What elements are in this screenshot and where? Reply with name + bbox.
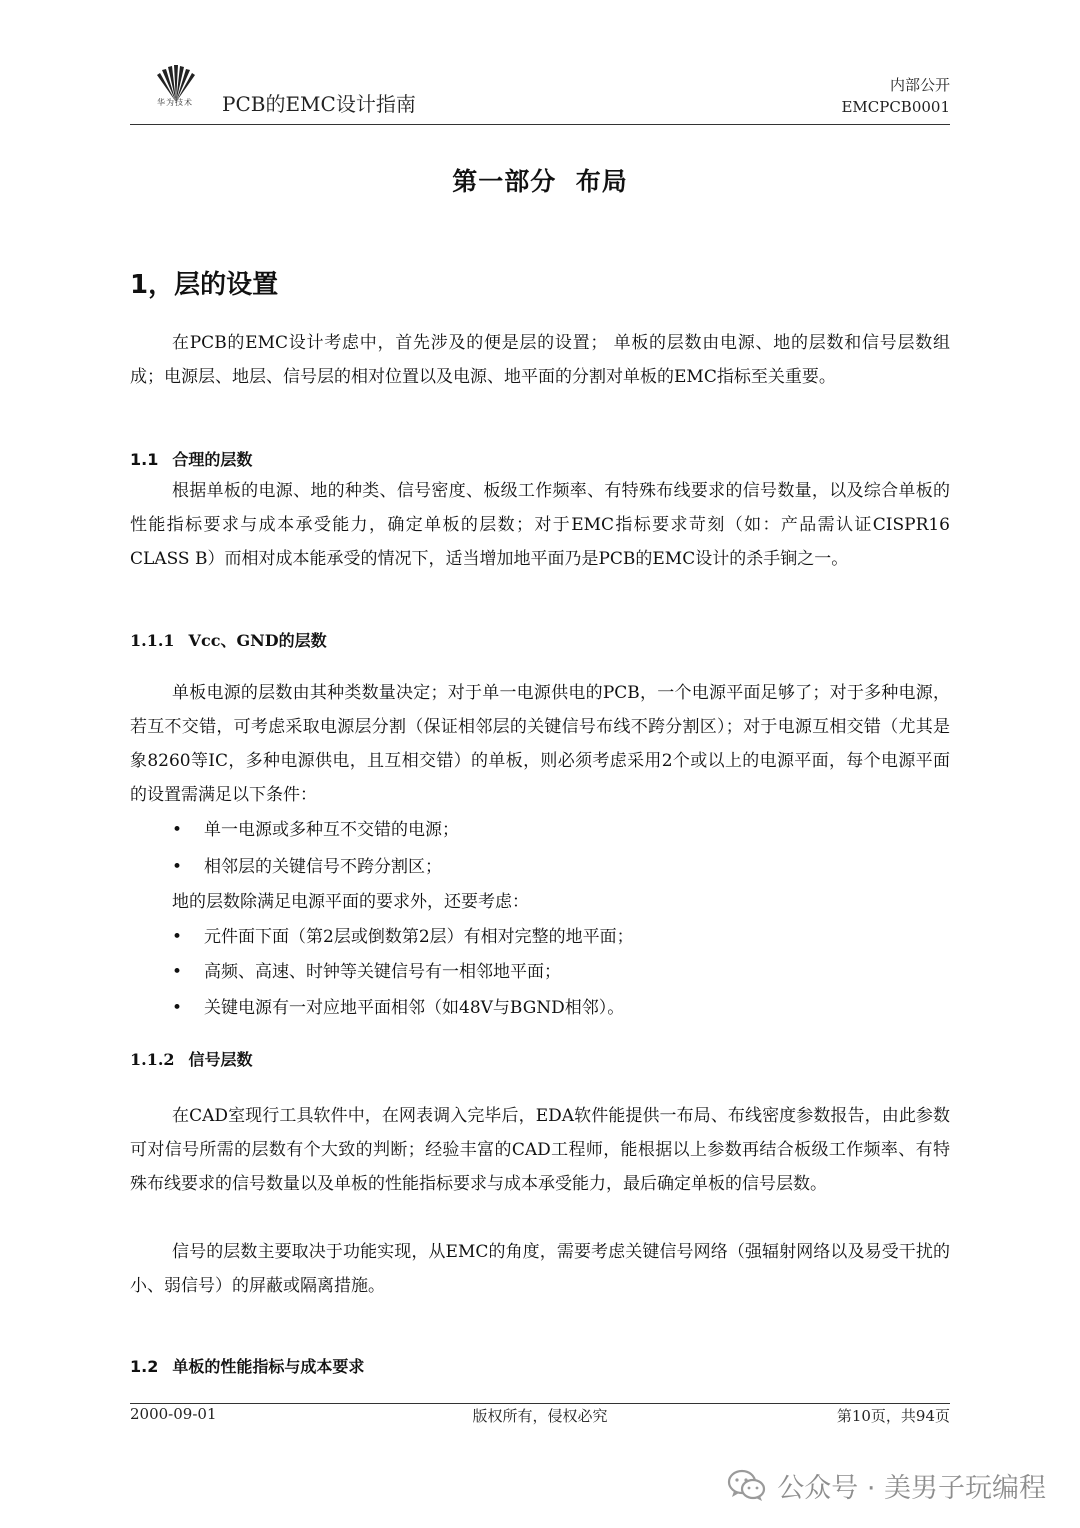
section-number: 1.1.2 [130,1050,175,1069]
header-meta [841,74,950,118]
list-item: • 高频、高速、时钟等关键信号有一相邻地平面； [172,962,561,982]
section-heading-1-1 [130,447,252,470]
wechat-icon [727,1469,767,1503]
list-item: • 单一电源或多种互不交错的电源； [172,820,459,840]
footer-divider [130,1403,950,1404]
ground-intro-text: 地的层数除满足电源平面的要求外，还要考虑： [172,892,529,912]
paragraph-signal-layers: 在CAD室现行工具软件中，在网表调入完毕后，EDA软件能提供一布局、布线密度参数报告，由此参数可对信号所需的层数有个大致的判断；经验丰富的CAD工程师，能根据以上参数再结合板级工作频率、有特殊布线要求的信号数量以及单板的性能指标要求与成本承受能力，最后确定单板的信号层数。 [130,1106,950,1194]
section-heading-1-1-2 [130,1047,253,1070]
section-number: 1.1 [130,450,159,469]
watermark [727,1466,1046,1505]
section-heading-1: 1，层的设置 [130,270,279,300]
section-number: 1.2 [130,1357,159,1376]
section-title: Vcc、GND的层数 [188,631,327,650]
footer-copyright: 版权所有，侵权必究 [472,1407,608,1425]
section-title: 合理的层数 [172,450,253,469]
footer-page-number: 第10页，共94页 [836,1407,950,1425]
section-heading-1-1-1 [130,628,327,651]
section-title: 信号层数 [188,1050,253,1069]
section-heading-1-2 [130,1354,364,1377]
paragraph-layer-count: 根据单板的电源、地的种类、信号密度、板级工作频率、有特殊布线要求的信号数量，以及综合单板的性能指标要求与成本承受能力，确定单板的层数；对于EMC指标要求苛刻（如：产品需认证CISPR16 CLASS B）而相对成本能承受的情况下，适当增加地平面乃是PCB的EMC设计的杀手锏之一。 [130,481,950,569]
classification-label: 内部公开 [889,76,950,94]
list-item: • 关键电源有一对应地平面相邻（如48V与BGND相邻）。 [172,998,625,1018]
watermark-text: 公众号 · 美男子玩编程 [777,1473,1046,1504]
paragraph-signal-shielding: 信号的层数主要取决于功能实现，从EMC的角度，需要考虑关键信号网络（强辐射网络以及易受干扰的小、弱信号）的屏蔽或隔离措施。 [130,1242,950,1296]
intro-paragraph: 在PCB的EMC设计考虑中，首先涉及的便是层的设置； 单板的层数由电源、地的层数和信号层数组成；电源层、地层、信号层的相对位置以及电源、地平面的分割对单板的EMC指标至关重要。 [130,333,950,387]
document-title: PCB的EMC设计指南 [222,92,416,116]
logo-text: 华为技术 [157,98,193,107]
section-title: 单板的性能指标与成本要求 [172,1357,365,1376]
footer-date: 2000-09-01 [130,1405,217,1423]
header-divider [130,124,950,125]
document-number: EMCPCB0001 [841,98,950,116]
paragraph-power-layers: 单板电源的层数由其种类数量决定；对于单一电源供电的PCB，一个电源平面足够了；对于多种电源，若互不交错，可考虑采取电源层分割（保证相邻层的关键信号布线不跨分割区）；对于电源互相交错（尤其是象8260等IC，多种电源供电，且互相交错）的单板，则必须考虑采用2个或以上的电源平面，每个电源平面的设置需满足以下条件： [130,683,950,805]
list-item: • 元件面下面（第2层或倒数第2层）有相对完整的地平面； [172,927,634,947]
section-number: 1.1.1 [130,631,175,650]
list-item: • 相邻层的关键信号不跨分割区； [172,857,442,877]
part-title: 第一部分 布局 [452,167,628,196]
